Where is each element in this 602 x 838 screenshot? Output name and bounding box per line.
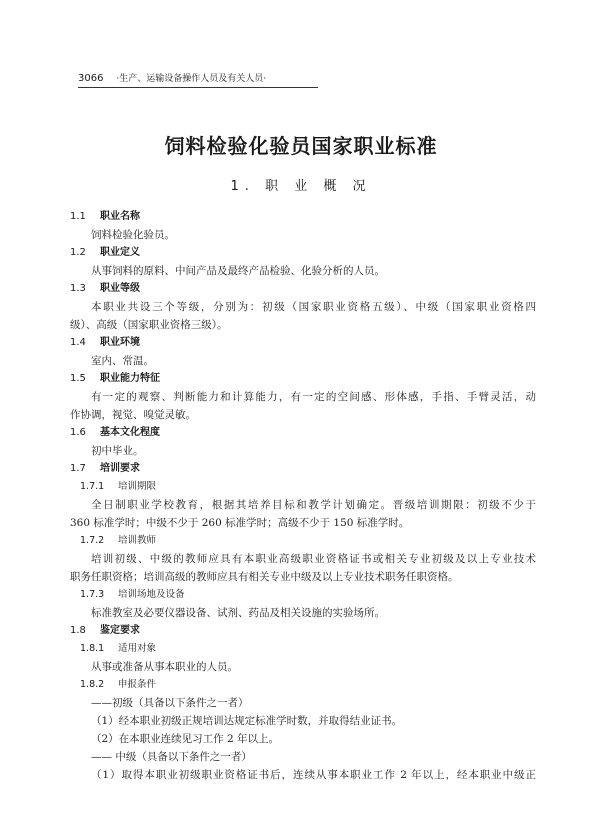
document-title: 饲料检验化验员国家职业标准 [164,134,438,158]
section-text-1-6: 初中毕业。 [91,445,144,457]
section-heading-1-5: 1.5 职业能力特征 [70,373,160,384]
subsection-heading-1-7-3: 1.7.3 培训场地及设备 [80,589,185,600]
condition-line: ——初级（具备以下条件之一者） [91,697,249,709]
subsection-text-1-7-3: 标准教室及必要仪器设备、试剂、药品及相关设施的实验场所。 [91,607,385,619]
section-heading-1-3: 1.3 职业等级 [70,283,140,294]
chapter-heading: 1. 职 业 概 况 [230,179,372,194]
section-heading-1-2: 1.2 职业定义 [70,247,140,258]
subsection-heading-1-7-2: 1.7.2 培训教师 [80,535,157,546]
condition-line: （1）取得本职业初级职业资格证书后，连续从事本职业工作 2 年以上，经本职业中级正 [91,769,536,781]
section-heading-1-1: 1.1 职业名称 [70,211,140,222]
section-text-1-3-line2: 级）、高级（国家职业资格三级）。 [70,319,228,331]
section-text-1-2: 从事饲料的原料、中间产品及最终产品检验、化验分析的人员。 [91,265,385,277]
subsection-text-1-8-1: 从事或准备从事本职业的人员。 [91,661,238,673]
running-title: ·生产、运输设备操作人员及有关人员· [116,74,267,84]
section-heading-1-7: 1.7 培训要求 [70,463,140,474]
subsection-text-1-7-2-line1: 培训初级、中级的教师应具有本职业高级职业资格证书或相关专业初级及以上专业技术 [91,553,536,565]
subsection-text-1-7-1-line2: 360 标准学时；中级不少于 260 标准学时；高级不少于 150 标准学时。 [70,517,410,529]
subsection-heading-1-7-1: 1.7.1 培训期限 [80,481,157,492]
section-heading-1-6: 1.6 基本文化程度 [70,427,160,438]
section-text-1-4: 室内、常温。 [91,355,154,367]
section-text-1-3-line1: 本职业共设三个等级，分别为：初级（国家职业资格五级）、中级（国家职业资格四 [91,301,536,313]
subsection-text-1-7-2-line2: 职务任职资格；培训高级的教师应具有相关专业中级及以上专业技术职务任职资格。 [70,571,459,583]
section-heading-1-8: 1.8 鉴定要求 [70,625,140,636]
running-header [78,71,318,88]
section-text-1-5-line2: 作协调，视觉、嗅觉灵敏。 [70,409,196,421]
page-number: 3066 [78,73,104,84]
condition-line: （2）在本职业连续见习工作 2 年以上。 [91,733,280,745]
section-text-1-5-line1: 有一定的观察、判断能力和计算能力，有一定的空间感、形体感，手指、手臂灵活，动 [91,391,536,403]
subsection-text-1-7-1-line1: 全日制职业学校教育，根据其培养目标和教学计划确定。晋级培训期限：初级不少于 [91,499,536,511]
subsection-heading-1-8-2: 1.8.2 申报条件 [80,679,157,690]
section-heading-1-4: 1.4 职业环境 [70,337,140,348]
section-text-1-1: 饲料检验化验员。 [91,229,175,241]
subsection-heading-1-8-1: 1.8.1 适用对象 [80,643,157,654]
condition-line: （1）经本职业初级正规培训达规定标准学时数，并取得结业证书。 [91,715,403,727]
condition-line: —— 中级（具备以下条件之一者） [91,751,252,763]
